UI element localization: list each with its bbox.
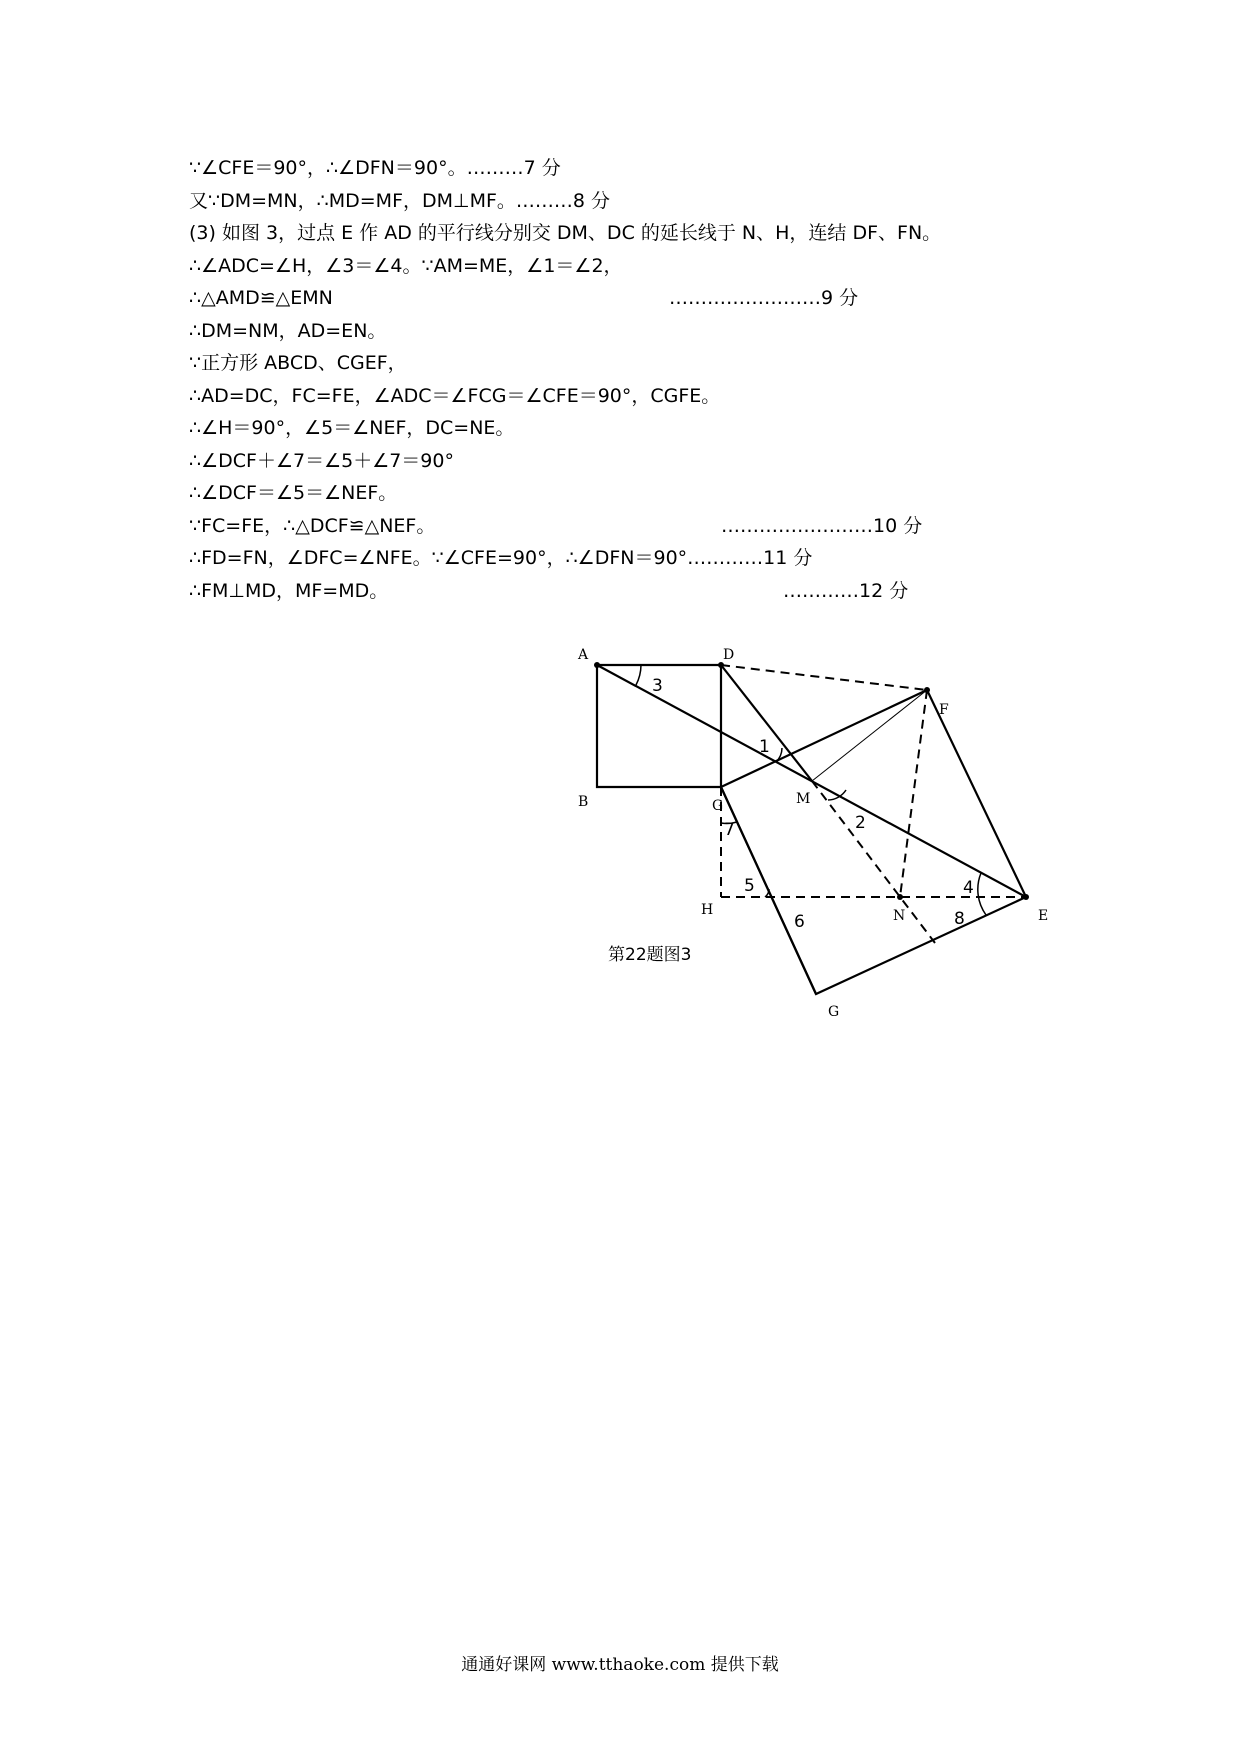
proof-line-5-text: ∴△AMD≌△EMN	[189, 287, 333, 309]
label-g-upper: G	[712, 798, 724, 814]
score-12: …………12 分	[783, 579, 909, 602]
angle-label-6: 6	[794, 912, 805, 932]
proof-line-7: ∵正方形 ABCD、CGEF，	[189, 352, 407, 374]
arc-5	[765, 889, 769, 897]
proof-line-8: ∴AD=DC，FC=FE，∠ADC＝∠FCG＝∠CFE＝90°，CGFE。	[189, 384, 721, 407]
angle-label-5: 5	[744, 876, 755, 896]
arc-3	[636, 665, 641, 685]
proof-text	[189, 152, 1089, 607]
proof-line-4: ∴∠ADC=∠H，∠3＝∠4。∵AM=ME，∠1＝∠2，	[189, 254, 623, 277]
dot-n	[897, 894, 903, 900]
label-m: M	[796, 791, 811, 807]
dot-a	[594, 662, 600, 668]
angle-label-7: 7	[724, 820, 735, 840]
score-10: ……………………10 分	[721, 514, 923, 537]
proof-line-10: ∴∠DCF＋∠7＝∠5＋∠7＝90°	[189, 449, 454, 472]
proof-line-3: (3) 如图 3，过点 E 作 AD 的平行线分别交 DM、DC 的延长线于 N、H，连结 DF、FN。	[189, 222, 942, 244]
proof-line-1: ∵∠CFE＝90°，∴∠DFN＝90°。………7 分	[189, 157, 561, 179]
proof-line-12-text: ∵FC=FE，∴△DCF≌△NEF。	[189, 514, 436, 537]
angle-label-4: 4	[963, 878, 974, 898]
label-a: A	[578, 647, 589, 663]
proof-line-9: ∴∠H＝90°，∠5＝∠NEF，DC=NE。	[189, 417, 515, 439]
segment-df	[721, 665, 927, 690]
label-g-lower: G	[828, 1004, 840, 1020]
angle-label-8: 8	[954, 909, 965, 929]
arc-4	[978, 873, 986, 915]
proof-line-5	[189, 282, 1089, 315]
proof-line-12	[189, 510, 1089, 543]
label-h: H	[701, 902, 714, 918]
angle-label-3: 3	[652, 676, 663, 696]
segment-dm	[721, 665, 812, 781]
angle-label-1: 1	[759, 737, 770, 757]
footer-text: 通通好课网 www.tthaoke.com 提供下载	[461, 1655, 779, 1675]
segment-mn-extended	[812, 781, 935, 943]
segment-fn	[900, 690, 927, 897]
square-cgef-outline	[721, 690, 1026, 994]
dot-e	[1023, 894, 1029, 900]
figure-caption: 第22题图3	[608, 945, 692, 965]
proof-line-13: ∴FD=FN，∠DFC=∠NFE。∵∠CFE=90°，∴∠DFN＝90°…………11 分	[189, 547, 813, 569]
label-n: N	[893, 908, 906, 924]
proof-line-6: ∴DM=NM，AD=EN。	[189, 319, 387, 342]
proof-line-11: ∴∠DCF＝∠5＝∠NEF。	[189, 482, 398, 504]
dashed-lines	[721, 665, 1026, 943]
label-e: E	[1038, 908, 1049, 924]
dot-f	[924, 687, 930, 693]
proof-line-14-text: ∴FM⊥MD，MF=MD。	[189, 579, 389, 602]
label-d: D	[723, 647, 735, 663]
proof-line-14	[189, 575, 1089, 608]
proof-line-2: 又∵DM=MN，∴MD=MF，DM⊥MF。………8 分	[189, 189, 611, 212]
label-b: B	[578, 794, 589, 810]
score-9: ……………………9 分	[669, 287, 859, 309]
label-f: F	[939, 702, 949, 718]
angle-label-2: 2	[855, 813, 866, 833]
